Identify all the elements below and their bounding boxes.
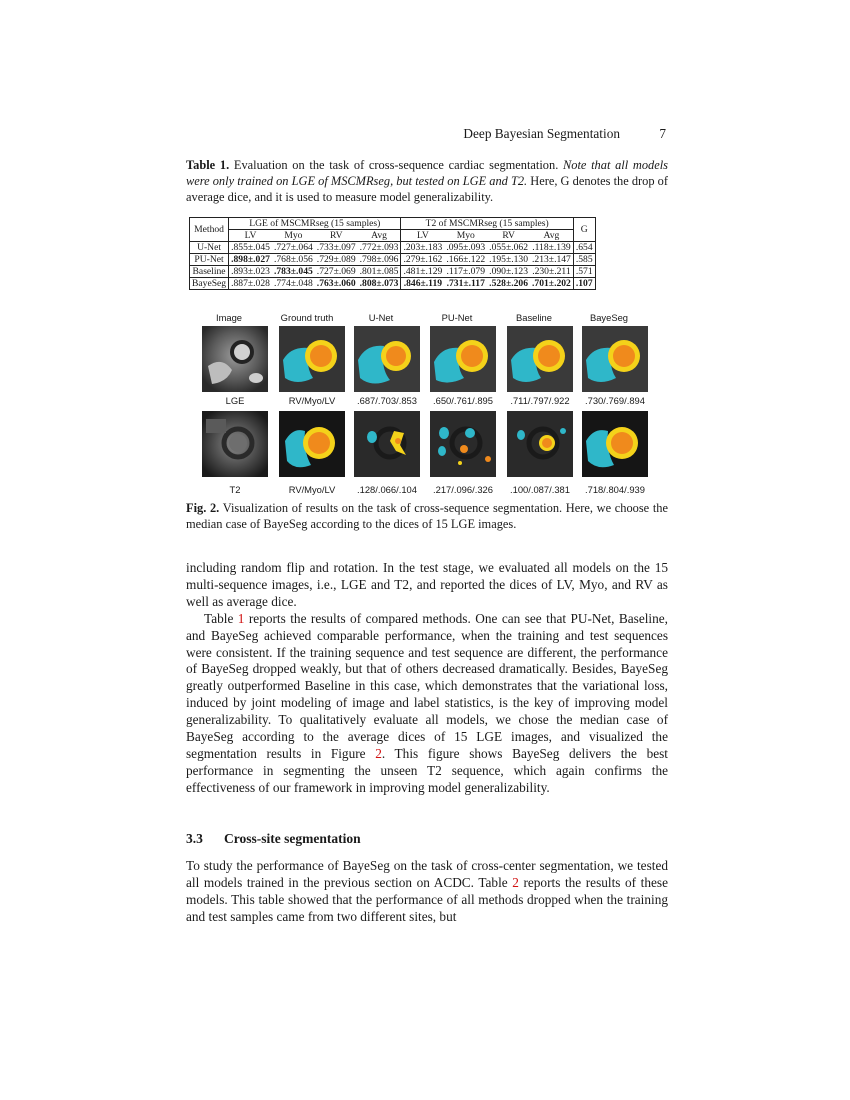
col-header-t2-rv: RV bbox=[487, 230, 530, 242]
baseline-lge bbox=[507, 326, 573, 392]
table-cell: .772±.093 bbox=[359, 242, 399, 253]
table-cell-g: .107 bbox=[573, 278, 595, 290]
unet-lge bbox=[354, 326, 420, 392]
table-cell: .727±.069 bbox=[316, 266, 356, 277]
row-method: Baseline bbox=[190, 266, 229, 278]
table-cell: .887±.028 bbox=[229, 278, 272, 290]
table-cell: .808±.073 bbox=[359, 278, 399, 289]
punet-t2 bbox=[430, 411, 496, 477]
table-cell: .230±.211 bbox=[532, 266, 571, 277]
row-method: BayeSeg bbox=[190, 278, 229, 290]
col-header-lge-rv: RV bbox=[315, 230, 358, 242]
p2-text-b: reports the results of compared methods. One can see that PU-Net, Baseline, and BayeSeg achieved comparable performance, when the training and test sequences were consistent. If the training sequence and test sequence are different, the performance of BayeSeg dropped weakly, but that of others decreased dramatically. Besides, BayeSeg greatly outperformed Baseline in this case, which demonstrates that the variational loss, induced by joint modeling of image and label statistics, is the key of improving model generalizability. To qualitatively evaluate all models, we chose the median case of BayeSeg according to the average dices of 15 LGE images, and visualized the segmentation results in Figure bbox=[186, 610, 668, 761]
table-cell: .783±.045 bbox=[273, 266, 313, 277]
table-cell: .203±.183 bbox=[401, 242, 444, 254]
table-cell: .701±.202 bbox=[532, 278, 571, 289]
table2-ref-link[interactable]: 2 bbox=[512, 874, 519, 890]
figure2-caption-text: Visualization of results on the task of cross-sequence segmentation. Here, we choose the median case of BayeSeg according to the dices of 15 LGE images. bbox=[186, 501, 668, 532]
table-row bbox=[190, 278, 596, 290]
row2-label: RV/Myo/LV bbox=[288, 484, 336, 495]
table-cell: .774±.048 bbox=[273, 278, 313, 289]
table-cell: .055±.062 bbox=[489, 242, 529, 253]
mri-t2-image bbox=[202, 411, 268, 477]
table-cell: .481±.129 bbox=[401, 266, 444, 278]
page-header bbox=[186, 126, 668, 146]
row1-label: RV/Myo/LV bbox=[288, 395, 336, 406]
col-title: Baseline bbox=[516, 312, 552, 323]
p2-text-a: Table bbox=[204, 610, 238, 626]
table-cell: .528±.206 bbox=[489, 278, 529, 289]
col-title: U-Net bbox=[368, 312, 394, 323]
page-number: 7 bbox=[659, 126, 666, 141]
col-header-lge-avg: Avg bbox=[358, 230, 401, 242]
table-cell: .166±.122 bbox=[446, 254, 486, 265]
section-heading bbox=[186, 831, 361, 847]
table-cell: .729±.089 bbox=[316, 254, 356, 265]
figure-2 bbox=[196, 310, 662, 500]
row-method: PU-Net bbox=[190, 254, 229, 266]
p2-text-c: . This figure shows BayeSeg delivers the best performance in segmenting the unseen T2 sequence, which again confirms the effectiveness of our framework in improving model generalizability. bbox=[186, 745, 668, 795]
col-header-lge-myo: Myo bbox=[272, 230, 315, 242]
ground-truth-t2 bbox=[279, 411, 345, 477]
table-cell: .090±.123 bbox=[489, 266, 529, 277]
row2-label: .100/.087/.381 bbox=[510, 484, 570, 495]
table-cell: .733±.097 bbox=[316, 242, 356, 253]
table-cell: .731±.117 bbox=[446, 278, 485, 289]
table1-caption-italic: Note that all models were only trained on LGE of MSCMRseg, but tested on LGE and T2. bbox=[186, 158, 668, 189]
col-header-t2-lv: LV bbox=[401, 230, 444, 242]
row1-label: .711/.797/.922 bbox=[510, 395, 570, 406]
col-title: Image bbox=[215, 312, 243, 323]
col-header-t2-avg: Avg bbox=[530, 230, 573, 242]
table-cell-g: .654 bbox=[573, 242, 595, 254]
table-cell: .855±.045 bbox=[229, 242, 272, 254]
col-title: PU-Net bbox=[441, 312, 473, 323]
mri-lge-image bbox=[202, 326, 268, 392]
bayeseg-t2 bbox=[582, 411, 648, 477]
col-title: Ground truth bbox=[280, 312, 334, 323]
row1-label: LGE bbox=[225, 395, 245, 406]
table-cell: .768±.056 bbox=[273, 254, 313, 265]
row2-label: .217/.096/.326 bbox=[433, 484, 493, 495]
table-cell: .213±.147 bbox=[532, 254, 571, 265]
table-ref-link[interactable]: 1 bbox=[237, 610, 245, 626]
table1-label: Table 1. bbox=[186, 158, 230, 172]
method-header: Method bbox=[190, 218, 229, 242]
body-text bbox=[186, 560, 668, 797]
table-cell-g: .571 bbox=[573, 266, 595, 278]
p3-text-a: To study the performance of BayeSeg on the task of cross-center segmentation, we tested all models trained in the previous section on ACDC. Table bbox=[186, 858, 668, 890]
section-title: Cross-site segmentation bbox=[224, 831, 361, 846]
table-cell: .117±.079 bbox=[446, 266, 485, 277]
section-number: 3.3 bbox=[186, 831, 203, 846]
group-header-t2: T2 of MSCMRseg (15 samples) bbox=[401, 218, 573, 230]
group-header-lge: LGE of MSCMRseg (15 samples) bbox=[229, 218, 401, 230]
table-row bbox=[190, 266, 596, 278]
table-cell: .846±.119 bbox=[401, 278, 444, 290]
p3-text-b: reports the results of these models. This table showed that the performance of all methods dropped when the training and test samples came from two different sites, but bbox=[186, 874, 668, 924]
table1-caption-tail: Here, G denotes the drop of average dice, and it is used to measure model generalizability. bbox=[186, 174, 668, 205]
paragraph-1: including random flip and rotation. In the test stage, we evaluated all models on the 15 multi-sequence images, i.e., LGE and T2, and reported the dices of LV, Myo, and RV as well as average dice. bbox=[186, 560, 668, 609]
table1-caption bbox=[186, 157, 668, 206]
ground-truth-lge bbox=[279, 326, 345, 392]
paragraph-3 bbox=[186, 858, 668, 926]
row-method: U-Net bbox=[190, 242, 229, 254]
table1-caption-main: Evaluation on the task of cross-sequence cardiac segmentation. bbox=[229, 158, 563, 172]
table-row bbox=[190, 242, 596, 254]
paragraph-2 bbox=[186, 611, 668, 797]
row1-label: .650/.761/.895 bbox=[433, 395, 493, 406]
table-cell: .118±.139 bbox=[532, 242, 571, 253]
table-cell: .095±.093 bbox=[446, 242, 486, 253]
figure2-caption bbox=[186, 500, 668, 532]
body-text-2 bbox=[186, 858, 668, 926]
row2-label: T2 bbox=[229, 484, 241, 495]
table-row bbox=[190, 254, 596, 266]
col-title: BayeSeg bbox=[589, 312, 629, 323]
table-cell: .195±.130 bbox=[489, 254, 529, 265]
table-cell: .763±.060 bbox=[316, 278, 356, 289]
results-table bbox=[189, 217, 596, 290]
table-cell: .801±.085 bbox=[359, 266, 399, 277]
unet-t2 bbox=[354, 411, 420, 477]
table-cell: .727±.064 bbox=[273, 242, 313, 253]
col-header-t2-myo: Myo bbox=[444, 230, 487, 242]
g-header: G bbox=[573, 218, 595, 242]
table-cell: .893±.023 bbox=[229, 266, 272, 278]
table-cell: .798±.096 bbox=[359, 254, 399, 265]
running-title: Deep Bayesian Segmentation bbox=[463, 126, 620, 141]
bayeseg-lge bbox=[582, 326, 648, 392]
col-header-lge-lv: LV bbox=[229, 230, 272, 242]
row1-label: .687/.703/.853 bbox=[357, 395, 417, 406]
figure2-label: Fig. 2. bbox=[186, 501, 220, 515]
table-cell: .898±.027 bbox=[229, 254, 272, 266]
row2-label: .718/.804/.939 bbox=[585, 484, 645, 495]
punet-lge bbox=[430, 326, 496, 392]
figure-ref-link[interactable]: 2 bbox=[375, 745, 382, 761]
row1-label: .730/.769/.894 bbox=[585, 395, 645, 406]
table-cell: .279±.162 bbox=[401, 254, 444, 266]
baseline-t2 bbox=[507, 411, 573, 477]
row2-label: .128/.066/.104 bbox=[357, 484, 417, 495]
table-cell-g: .585 bbox=[573, 254, 595, 266]
